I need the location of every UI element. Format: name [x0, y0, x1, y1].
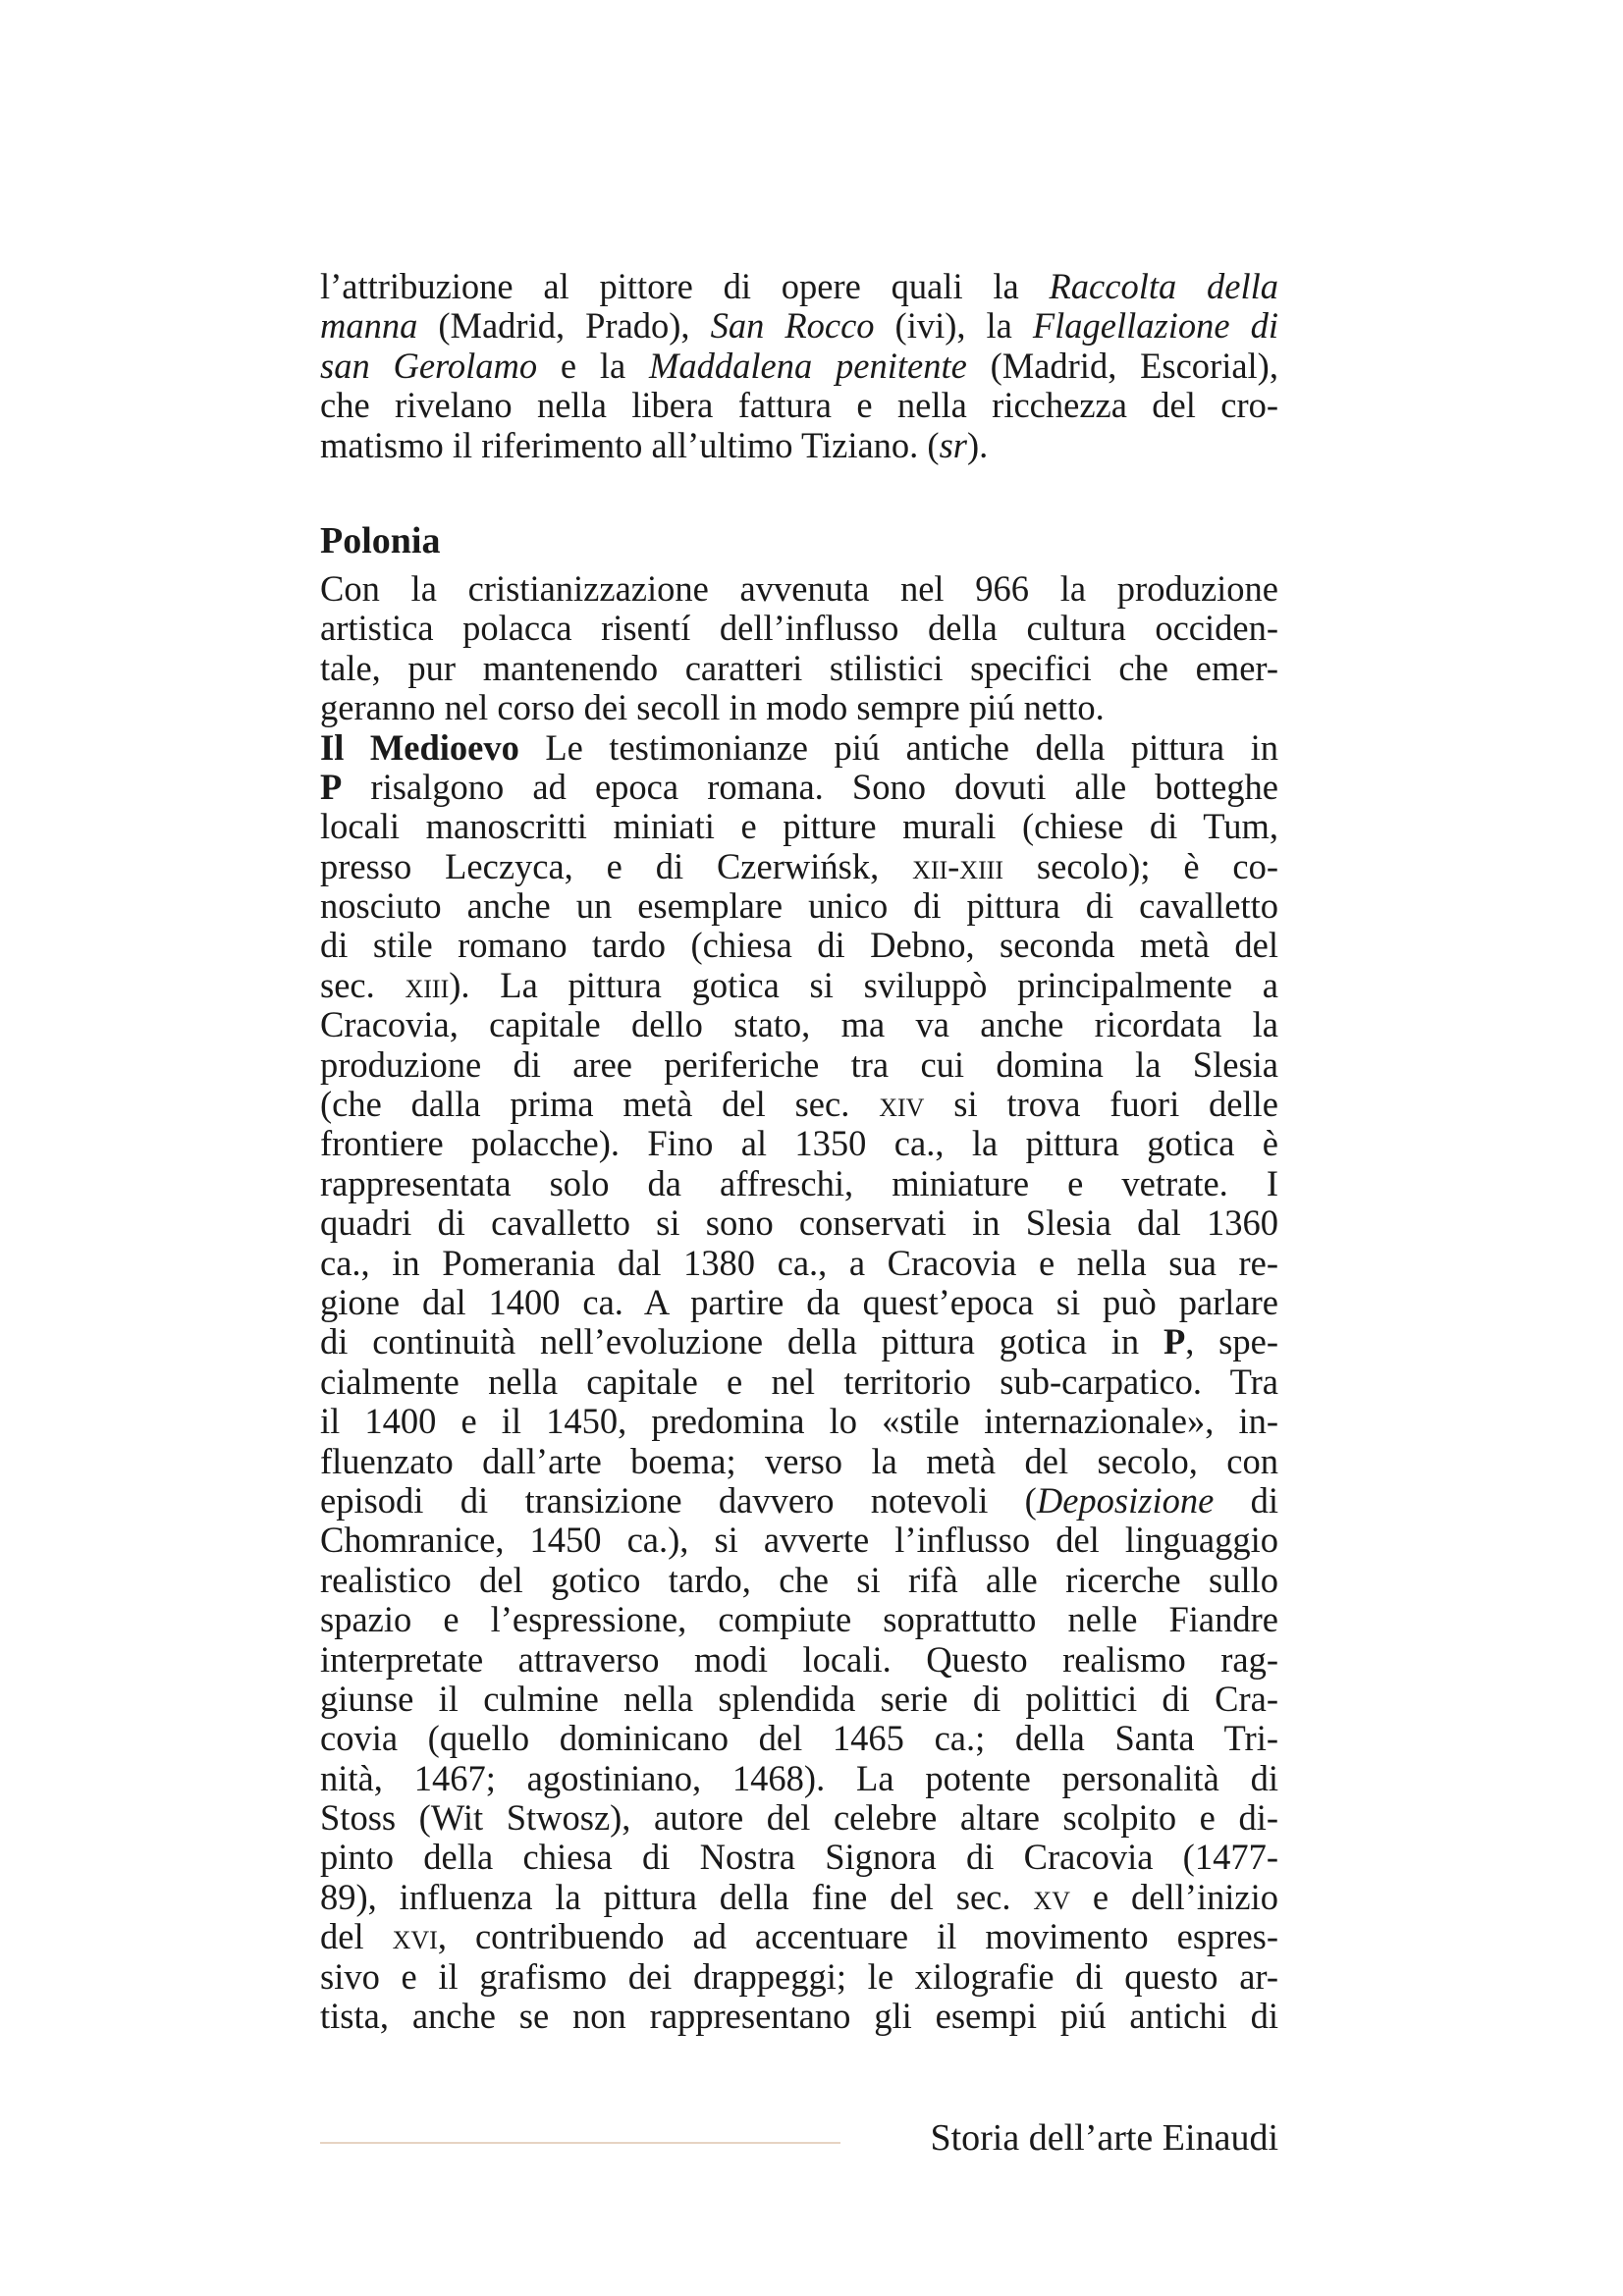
text-line: spazio e l’espressione, compiute soprattutto nelle Fiandre — [320, 1599, 1278, 1640]
text-line: di stile romano tardo (chiesa di Debno, seconda metà del — [320, 925, 1278, 966]
century-numeral: xiii — [405, 964, 450, 1005]
century-numeral: xvi — [392, 1916, 438, 1957]
text-span: (ivi), la — [874, 305, 1033, 347]
italic-title: san Gerolamo — [320, 345, 538, 386]
text-line: geranno nel corso dei secoll in modo sempre piú netto. — [320, 687, 1105, 728]
text-line: giunse il culmine nella splendida serie di polittici di Cra- — [320, 1678, 1278, 1719]
text-span: del — [320, 1916, 393, 1957]
intro-paragraph — [320, 267, 1278, 465]
subsection-heading: Il Medioevo — [320, 726, 519, 768]
century-numeral: xiv — [879, 1084, 925, 1125]
text-line: che rivelano nella libera fattura e nella ricchezza del cro- — [320, 385, 1278, 426]
italic-title: Flagellazione di — [1032, 305, 1278, 347]
text-span: Le testimonianze piú antiche della pittura in — [518, 726, 1278, 768]
text-line: Cracovia, capitale dello stato, ma va anche ricordata la — [320, 1004, 1278, 1045]
text-line: frontiere polacche). Fino al 1350 ca., la pittura gotica è — [320, 1123, 1278, 1164]
text-line — [320, 1085, 1278, 1124]
text-line: produzione di aree periferiche tra cui domina la Slesia — [320, 1043, 1278, 1085]
italic-title: San Rocco — [710, 305, 875, 347]
text-line: Con la cristianizzazione avvenuta nel 966 la produzione — [320, 567, 1278, 609]
text-span: ). — [967, 424, 989, 465]
text-line: il 1400 e il 1450, predomina lo «stile internazionale», in- — [320, 1401, 1278, 1442]
text-line: covia (quello dominicano del 1465 ca.; della Santa Tri- — [320, 1718, 1278, 1759]
text-line — [320, 1917, 1278, 1956]
text-line: gione dal 1400 ca. A partire da quest’epoca si può parlare — [320, 1281, 1278, 1322]
section-heading: Polonia — [320, 519, 441, 561]
italic-title: manna — [320, 305, 418, 347]
text-line: tista, anche se non rappresentano gli esempi piú antichi di — [320, 1996, 1278, 2037]
text-span: (Madrid, Prado), — [417, 305, 711, 347]
text-line: fluenzato dall’arte boema; verso la metà del secolo, con — [320, 1440, 1278, 1481]
text-line — [320, 267, 1278, 306]
text-span: l’attribuzione al pittore di opere quali la — [320, 266, 1050, 306]
text-line: sivo e il grafismo dei drappeggi; le xilografie di questo ar- — [320, 1955, 1278, 1997]
text-line: tale, pur mantenendo caratteri stilistici specifici che emer- — [320, 647, 1278, 688]
text-span: 89), influenza la pittura della fine del sec. — [320, 1876, 1034, 1917]
text-span: ). La pittura gotica si sviluppò principalmente a — [449, 964, 1278, 1005]
text-span: sec. — [320, 964, 406, 1005]
text-line: cialmente nella capitale e nel territorio sub-carpatico. Tra — [320, 1361, 1278, 1402]
text-span: presso Leczyca, e di Czerwińsk, — [320, 845, 913, 886]
italic-title: Maddalena penitente — [649, 345, 967, 386]
text-span: e la — [537, 345, 650, 386]
text-line: rappresentata solo da affreschi, miniature e vetrate. I — [320, 1162, 1278, 1203]
text-line — [320, 1481, 1278, 1521]
text-span: secolo); è co- — [1003, 845, 1278, 886]
text-span: (Madrid, Escorial), — [966, 345, 1278, 386]
text-line: ca., in Pomerania dal 1380 ca., a Cracovia e nella sua re- — [320, 1242, 1278, 1283]
text-line: interpretate attraverso modi locali. Questo realismo rag- — [320, 1638, 1278, 1680]
century-numeral: xii-xiii — [912, 845, 1004, 886]
text-line: pinto della chiesa di Nostra Signora di Cracovia (1477- — [320, 1837, 1278, 1878]
text-line: quadri di cavalletto si sono conservati in Slesia dal 1360 — [320, 1202, 1278, 1244]
text-line: Stoss (Wit Stwosz), autore del celebre altare scolpito e di- — [320, 1797, 1278, 1839]
footer-rule — [320, 2142, 840, 2144]
section-paragraph — [320, 569, 1278, 728]
abbreviation: P — [1163, 1321, 1186, 1362]
text-span: di — [1214, 1479, 1278, 1521]
author-initials: sr — [939, 424, 967, 465]
text-line — [320, 966, 1278, 1005]
text-span: , contribuendo ad accentuare il movimento espres- — [437, 1916, 1278, 1957]
text-span: risalgono ad epoca romana. Sono dovuti alle botteghe — [342, 766, 1278, 807]
text-line: locali manoscritti miniati e pitture murali (chiese di Tum, — [320, 806, 1278, 847]
text-line — [320, 426, 1278, 465]
text-span: matismo il riferimento all’ultimo Tiziano. ( — [320, 424, 940, 465]
text-line — [320, 1322, 1278, 1362]
footer-title: Storia dell’arte Einaudi — [930, 2117, 1278, 2159]
italic-title: Deposizione — [1036, 1479, 1215, 1521]
text-span: (che dalla prima metà del sec. — [320, 1084, 880, 1125]
medioevo-paragraph — [320, 728, 1278, 2037]
italic-title: Raccolta della — [1049, 266, 1278, 306]
text-line: Chomranice, 1450 ca.), si avverte l’influsso del linguaggio — [320, 1520, 1278, 1561]
text-line: nosciuto anche un esemplare unico di pittura di cavalletto — [320, 885, 1278, 927]
text-line — [320, 306, 1278, 346]
text-line: realistico del gotico tardo, che si rifà alle ricerche sullo — [320, 1559, 1278, 1600]
abbreviation: P — [320, 766, 343, 807]
page-footer — [320, 2110, 1278, 2169]
text-line: nità, 1467; agostiniano, 1468). La potente personalità di — [320, 1757, 1278, 1798]
text-line — [320, 347, 1278, 386]
text-line — [320, 728, 1278, 768]
century-numeral: xv — [1033, 1876, 1070, 1917]
text-line — [320, 1878, 1278, 1917]
text-span: e dell’inizio — [1069, 1876, 1279, 1917]
text-line — [320, 847, 1278, 886]
text-span: si trova fuori delle — [924, 1084, 1278, 1125]
body-text — [320, 267, 1278, 2036]
text-span: episodi di transizione davvero notevoli ( — [320, 1479, 1037, 1521]
text-line — [320, 768, 1278, 807]
text-span: di continuità nell’evoluzione della pittura gotica in — [320, 1321, 1163, 1362]
text-span: , spe- — [1185, 1321, 1278, 1362]
text-line: artistica polacca risentí dell’influsso della cultura occiden- — [320, 608, 1278, 649]
